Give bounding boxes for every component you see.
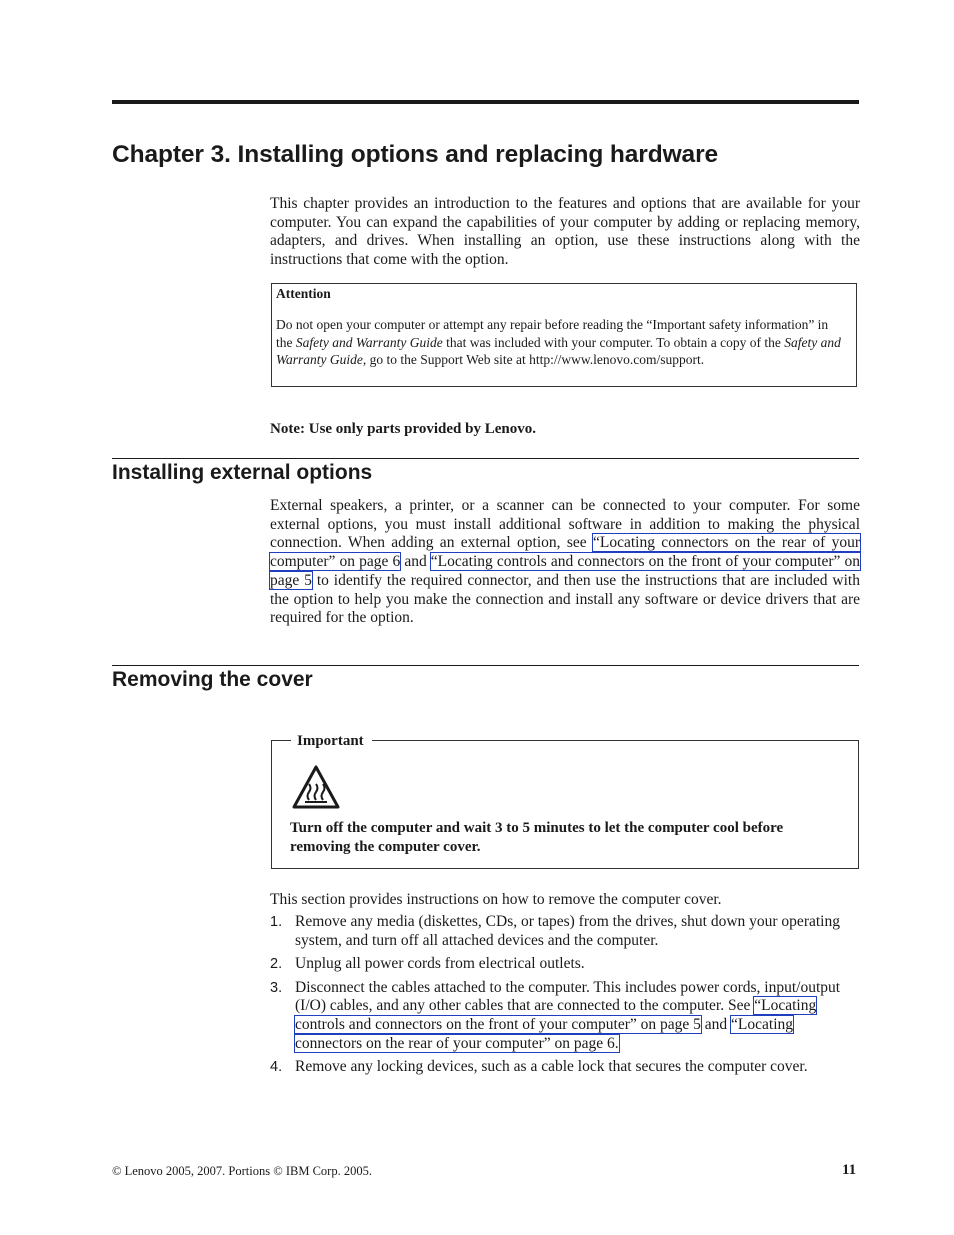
link-front-controls[interactable]: “Locating controls and connectors on the front of your computer” on page 5 xyxy=(295,997,817,1034)
step-text: Unplug all power cords from electrical outlets. xyxy=(295,955,585,973)
step-text: Disconnect the cables attached to the computer. This includes power cords, input/output (I/O) cables, and any other cables that are connected to the computer. See xyxy=(295,978,841,1015)
footer-copyright: © Lenovo 2005, 2007. Portions © IBM Corp. 2005. xyxy=(112,1164,372,1178)
chapter-title: Chapter 3. Installing options and replacing hardware xyxy=(112,141,719,168)
link-front-controls[interactable]: “Locating controls and connectors on the front of your computer” on page 5 xyxy=(270,553,860,589)
guide-title: Safety and Warranty Guide xyxy=(276,334,841,367)
guide-title: Safety and Warranty Guide xyxy=(295,334,443,350)
attention-label: Attention xyxy=(276,286,331,301)
external-options-paragraph xyxy=(270,497,860,628)
list-item xyxy=(270,913,860,950)
step-number: 3. xyxy=(270,979,283,996)
intro-paragraph: This chapter provides an introduction to the features and options that are available for your computer. You can expand the capabilities of your computer by adding or replacing memory, adapters, and drives. When installing an option, use these instructions along with the instructions that come with the option. xyxy=(270,195,860,269)
step-text: and xyxy=(700,1016,732,1034)
step-text: Remove any locking devices, such as a cable lock that secures the computer cover. xyxy=(295,1058,808,1076)
note: Note: Use only parts provided by Lenovo. xyxy=(270,421,536,437)
important-label: Important xyxy=(291,733,372,750)
list-item xyxy=(270,1058,860,1077)
section-rule xyxy=(112,665,859,666)
cover-intro: This section provides instructions on how to remove the computer cover. xyxy=(270,891,722,908)
list-item xyxy=(270,979,860,1054)
attention-text-part: Do not open your computer or attempt any repair before reading the “Important safety information” in the xyxy=(276,317,829,350)
page-number: 11 xyxy=(842,1162,857,1178)
step-text: Remove any media (diskettes, CDs, or tapes) from the drives, shut down your operating system, and turn off all attached devices and the computer. xyxy=(295,913,840,949)
section-heading-removing-cover: Removing the cover xyxy=(112,668,313,691)
paragraph-text: to identify the required connector, and then use the instructions that are included with the option to help you make the connection and install any software or device drivers that are required for the option. xyxy=(270,571,860,627)
top-rule xyxy=(112,100,859,104)
important-text: Turn off the computer and wait 3 to 5 minutes to let the computer cool before removing the computer cover. xyxy=(290,820,784,855)
steps-list xyxy=(270,913,860,1082)
hot-surface-warning-icon xyxy=(291,764,341,810)
step-number: 1. xyxy=(270,914,283,930)
link-rear-connectors[interactable]: “Locating connectors on the rear of your computer” on page 6 xyxy=(270,534,860,571)
step-number: 4. xyxy=(270,1059,283,1076)
link-rear-connectors[interactable]: “Locating connectors on the rear of your computer” on page 6. xyxy=(295,1016,794,1052)
attention-box xyxy=(271,283,857,387)
attention-text-part: , go to the Support Web site at http://www.lenovo.com/support. xyxy=(362,352,705,367)
attention-text xyxy=(276,316,846,369)
section-rule xyxy=(112,458,859,459)
section-heading-external-options: Installing external options xyxy=(112,461,373,484)
step-number: 2. xyxy=(270,956,283,973)
paragraph-text: and xyxy=(400,553,431,571)
attention-text-part: that was included with your computer. To obtain a copy of the xyxy=(442,334,785,350)
paragraph-text: External speakers, a printer, or a scanner can be connected to your computer. For some external options, you must install additional software in addition to making the physical connection. When adding an external option, see xyxy=(270,497,860,552)
list-item xyxy=(270,955,860,974)
